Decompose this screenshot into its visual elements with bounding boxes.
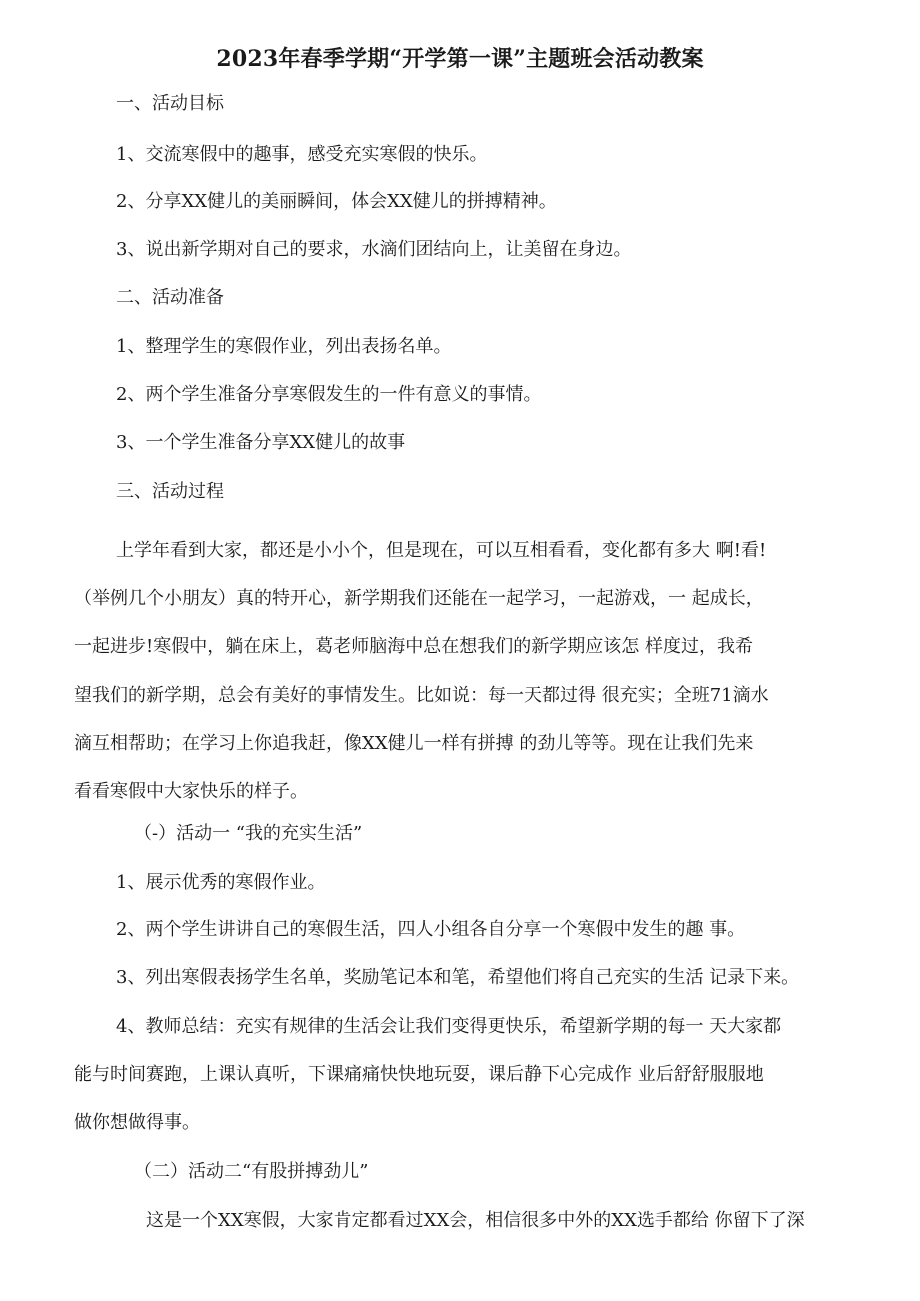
goal-item-2: 2、分享XX健儿的美丽瞬间，体会XX健儿的拼搏精神。 bbox=[116, 191, 557, 212]
paragraph-line: 一起进步!寒假中，躺在床上，葛老师脑海中总在想我们的新学期应该怎 样度过，我希 bbox=[74, 636, 753, 658]
section-heading-preparation: 二、活动准备 bbox=[116, 287, 224, 308]
paragraph-line: （举例几个小朋友）真的特开心，新学期我们还能在一起学习，一起游戏，一 起成长， bbox=[74, 588, 764, 610]
activity-one-item-3: 3、列出寒假表扬学生名单，奖励笔记本和笔，希望他们将自己充实的生活 记录下来。 bbox=[116, 967, 800, 988]
activity-two-heading: （二）活动二“有股拼搏劲儿” bbox=[134, 1161, 369, 1182]
section-heading-goals: 一、活动目标 bbox=[116, 93, 224, 114]
prep-item-1: 1、整理学生的寒假作业，列出表扬名单。 bbox=[116, 336, 452, 357]
teacher-summary-line-1: 4、教师总结：充实有规律的生活会让我们变得更快乐，希望新学期的每一 天大家都 bbox=[116, 1016, 782, 1037]
teacher-summary-line-3: 做你想做得事。 bbox=[74, 1112, 200, 1133]
activity-one-item-2: 2、两个学生讲讲自己的寒假生活，四人小组各自分享一个寒假中发生的趣 事。 bbox=[116, 919, 746, 940]
prep-item-3: 3、一个学生准备分享XX健儿的故事 bbox=[116, 432, 406, 453]
paragraph-line: 望我们的新学期，总会有美好的事情发生。比如说：每一天都过得 很充实；全班71滴水 bbox=[74, 684, 769, 706]
document-title: 2023年春季学期“开学第一课”主题班会活动教案 bbox=[216, 46, 704, 72]
prep-item-2: 2、两个学生准备分享寒假发生的一件有意义的事情。 bbox=[116, 384, 542, 405]
process-intro-paragraph bbox=[74, 527, 864, 816]
activity-one-item-1: 1、展示优秀的寒假作业。 bbox=[116, 872, 326, 893]
activity-one-heading: （-）活动一 “我的充实生活” bbox=[134, 823, 363, 844]
section-heading-process: 三、活动过程 bbox=[116, 481, 224, 502]
paragraph-line: 上学年看到大家，都还是小小个，但是现在，可以互相看看，变化都有多大 啊!看! bbox=[116, 540, 767, 561]
goal-item-1: 1、交流寒假中的趣事，感受充实寒假的快乐。 bbox=[116, 144, 488, 165]
paragraph-line: 滴互相帮助；在学习上你追我赶，像XX健儿一样有拼搏 的劲儿等等。现在让我们先来 bbox=[74, 732, 754, 754]
activity-two-paragraph-line: 这是一个XX寒假，大家肯定都看过XX会，相信很多中外的XX选手都给 你留下了深 bbox=[146, 1210, 805, 1231]
paragraph-line: 看看寒假中大家快乐的样子。 bbox=[74, 781, 308, 803]
goal-item-3: 3、说出新学期对自己的要求，水滴们团结向上，让美留在身边。 bbox=[116, 239, 632, 260]
teacher-summary-line-2: 能与时间赛跑，上课认真听，下课痛痛快快地玩耍，课后静下心完成作 业后舒舒服服地 bbox=[74, 1064, 764, 1085]
